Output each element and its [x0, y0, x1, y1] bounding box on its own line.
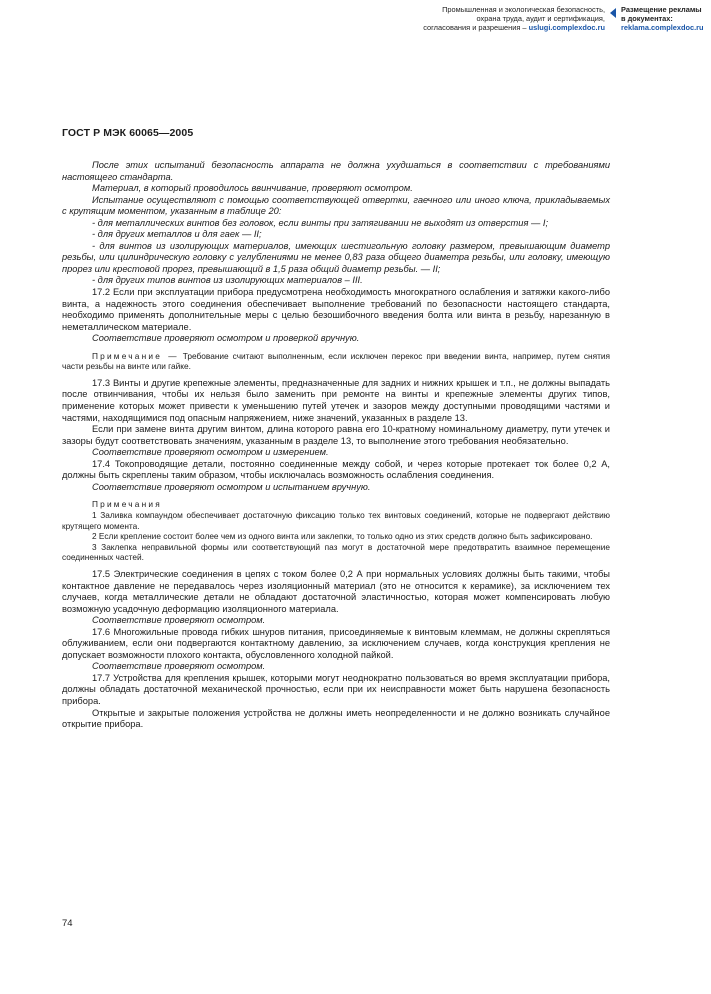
banner-services-line1: Промышленная и экологическая безопасность, [442, 5, 605, 14]
clause-17-3: 17.3 Винты и другие крепежные элементы, предназначенные для задних и нижних крышек и т.п., не должны выпадать после отвинчивания, чтобы их нельзя было заменить при ремонте на винты и крепежные элементы других типов, применение которых может привести к уменьшению путей утечек и зазоров между доступными проводящими частями и частями, находящимися под опасным напряжением, ниже значений, указанных в разделе 13. [62, 377, 610, 423]
compliance-check: Соответствие проверяют осмотром. [92, 615, 266, 626]
paragraph: После этих испытаний безопасность аппарата не должна ухудшаться в соответствии с требованиями настоящего стандарта. [62, 160, 610, 182]
banner-ads-link[interactable]: reklama.complexdoc.ru [621, 23, 704, 32]
compliance-check: Соответствие проверяют осмотром и испытанием вручную. [92, 481, 371, 492]
banner-services-line2: охрана труда, аудит и сертификация, [476, 14, 605, 23]
banner-services-line3: согласования и разрешения – [423, 23, 527, 32]
paragraph: Испытание осуществляют с помощью соответствующей отвертки, гаечного или иного ключа, прикладываемых с крутящим моментом, указанным в таблице 20: [62, 194, 610, 217]
note-item: 3 Заклепка неправильной формы или соответствующий паз могут в достаточной мере предотвратить взаимное перемещение соединенных частей. [62, 541, 610, 563]
compliance-check: Соответствие проверяют осмотром и измерением. [92, 447, 329, 458]
compliance-check: Соответствие проверяют осмотром и проверкой вручную. [92, 333, 360, 344]
clause-17-6: 17.6 Многожильные провода гибких шнуров питания, присоединяемые к винтовым клеммам, не должны скрепляться облуживанием, если они подвергаются контактному давлению, за исключением случаев, когда конструкция крепления не допускает возможности плохого контакта, обусловленного холодной пайкой. [62, 626, 610, 660]
document-title: ГОСТ Р МЭК 60065—2005 [62, 127, 194, 139]
compliance-check: Соответствие проверяют осмотром. [92, 661, 266, 672]
note-item: 1 Заливка компаундом обеспечивает достаточную фиксацию только тех винтовых соединений, которые не подвергают действию крутящего момента. [62, 510, 610, 531]
triangle-arrow-icon [610, 8, 616, 18]
list-item: - для винтов из изолирующих материалов, имеющих шестигольную головку размером, превышающим диаметр резьбы, или цилиндрическую головку с углублениями не менее 0,83 раза общего диаметра резьбы, или головку, имеющую прорез или крестовой прорез, превышающий в 1,5 раза общий диаметр резьбы. — II; [62, 240, 610, 274]
list-item: - для других металлов и для гаек — II; [92, 229, 262, 240]
header-banner-services [360, 5, 605, 32]
paragraph: Материал, в который проводилось ввинчивание, проверяют осмотром. [92, 183, 413, 194]
list-item: - для металлических винтов без головок, если винты при затягивании не выходят из отверстия — I; [92, 217, 549, 228]
note [62, 351, 610, 372]
document-body [62, 160, 610, 731]
banner-services-link[interactable]: uslugi.complexdoc.ru [528, 23, 605, 32]
note-item: 2 Если крепление состоит более чем из одного винта или заклепки, то только одно из этих средств должно быть зафиксировано. [92, 531, 593, 542]
banner-ads-heading1: Размещение рекламы [621, 5, 702, 14]
clause-17-2: 17.2 Если при эксплуатации прибора предусмотрена необходимость многократного ослабления и затяжки какого-либо винта, а надежность этого соединения обеспечивает выполнение требований по безопасности настоящего стандарта, необходимо применять дополнительные меры с целью безошибочного введения болта или винта в резьбу, нарезанную в неметаллическом материале. [62, 287, 610, 332]
note-label: Примечание — [92, 350, 179, 361]
paragraph: Если при замене винта другим винтом, длина которого равна его 10-кратному номинальному диаметру, пути утечек и зазоры будут соответствовать значениям, указанным в разделе 13, то выполнение этого требования необязательно. [62, 424, 610, 446]
banner-ads-heading2: в документах: [621, 14, 673, 23]
clause-17-4: 17.4 Токопроводящие детали, постоянно соединенные между собой, и через которые протекает ток более 0,2 А, должны быть скреплены таким образом, чтобы исключалась возможность ослабления соединения. [62, 458, 610, 481]
page-number: 74 [62, 918, 73, 929]
clause-17-7: 17.7 Устройства для крепления крышек, которыми могут неоднократно пользоваться во время эксплуатации прибора, должны обладать достаточной механической прочностью, если при их неисправности может быть нарушена безопасность прибора. [62, 672, 610, 706]
notes-label: Примечания [92, 499, 162, 510]
paragraph: Открытые и закрытые положения устройства не должны иметь неопределенности и не должно возникать случайное открытие прибора. [62, 707, 610, 730]
clause-17-5: 17.5 Электрические соединения в цепях с током более 0,2 А при нормальных условиях должны быть такими, чтобы контактное давление не передавалось через изоляционный материал (это не относится к керамике), за исключением тех случаев, когда металлические детали не обладают достаточной эластичностью, которая может компенсировать любую возможную усадочную деформацию изоляционного материала. [62, 568, 610, 614]
header-banner-ads [621, 5, 709, 32]
list-item: - для других типов винтов из изолирующих материалов – III. [92, 275, 363, 286]
note-text: Требование считают выполненным, если исключен перекос при введении винта, например, путем снятия части резьбы на винте или гайке. [62, 350, 610, 372]
